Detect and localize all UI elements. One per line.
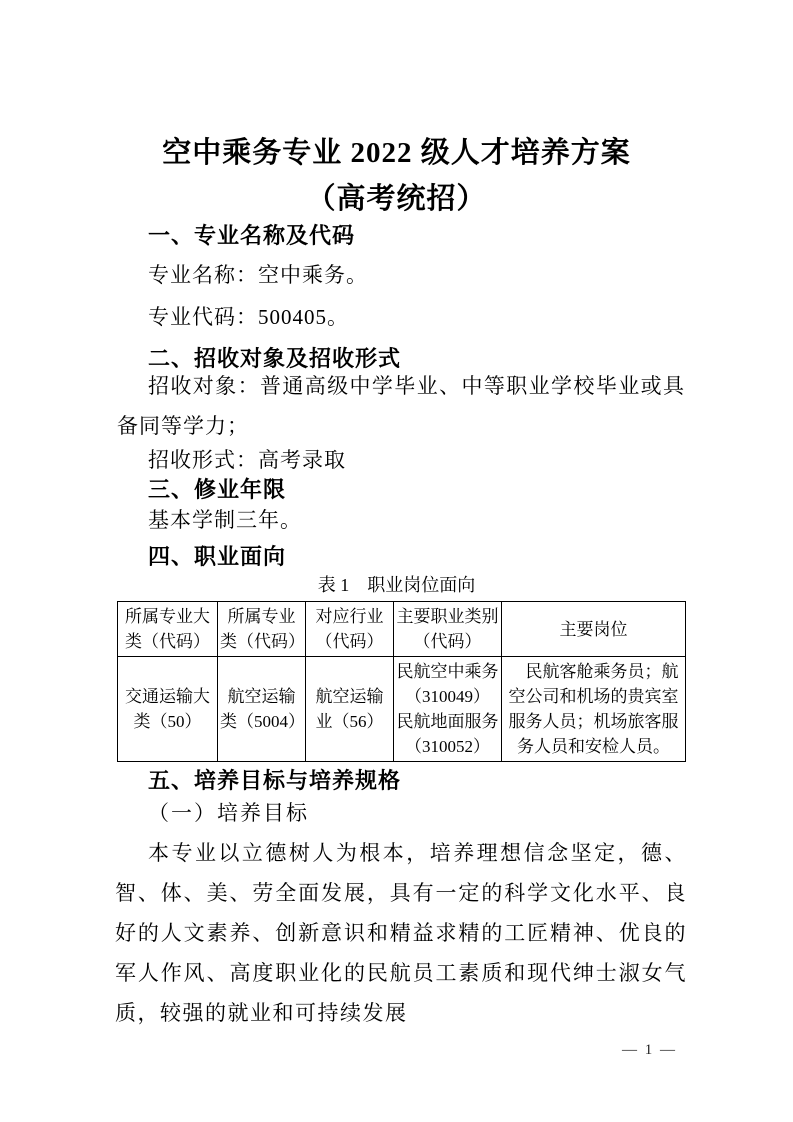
cell-major-category: 交通运输大类（50）	[118, 657, 218, 762]
major-name-line: 专业名称：空中乘务。	[148, 263, 368, 287]
section-heading-1: 一、专业名称及代码	[148, 223, 356, 248]
document-title-line1: 空中乘务专业 2022 级人才培养方案	[162, 137, 631, 169]
col-header-major-category: 所属专业大类（代码）	[118, 602, 218, 657]
sub-heading-training-goal: （一）培养目标	[148, 801, 309, 825]
col-header-positions: 主要岗位	[502, 602, 686, 657]
cell-occupation	[394, 657, 502, 762]
section-heading-5: 五、培养目标与培养规格	[148, 768, 402, 793]
admission-target-paragraph: 招收对象：普通高级中学毕业、中等职业学校毕业或具备同等学力；	[117, 374, 685, 438]
admission-form-line: 招收形式：高考录取	[148, 448, 346, 472]
document-title-line2: （高考统招）	[306, 183, 487, 215]
table-header-row	[118, 602, 686, 657]
cell-major-class: 航空运输类（5004）	[218, 657, 306, 762]
section-heading-2: 二、招收对象及招收形式	[148, 346, 402, 371]
section-heading-3: 三、修业年限	[148, 477, 287, 502]
table-row	[118, 657, 686, 762]
table-caption: 表 1 职业岗位面向	[317, 575, 476, 595]
col-header-occupation: 主要职业类别（代码）	[394, 602, 502, 657]
occupation-line-2: 民航地面服务（310052）	[396, 712, 499, 756]
major-code-line: 专业代码：500405。	[148, 305, 349, 329]
page-number-footer: — 1 —	[622, 1042, 677, 1058]
cell-positions: 民航客舱乘务员；航空公司和机场的贵宾室服务人员；机场旅客服务人员和安检人员。	[502, 657, 686, 762]
col-header-industry: 对应行业（代码）	[306, 602, 394, 657]
document-title	[0, 130, 793, 222]
col-header-major-class: 所属专业类（代码）	[218, 602, 306, 657]
occupation-line-1: 民航空中乘务（310049）	[396, 662, 499, 706]
career-orientation-table	[117, 601, 686, 762]
cell-industry: 航空运输业（56）	[306, 657, 394, 762]
section-heading-4: 四、职业面向	[148, 544, 287, 569]
training-goal-paragraph: 本专业以立德树人为根本，培养理想信念坚定，德、智、体、美、劳全面发展，具有一定的科学文化水平、良好的人文素养、创新意识和精益求精的工匠精神、优良的军人作风、高度职业化的民航员工素质和现代绅士淑女气质，较强的就业和可持续发展	[115, 841, 687, 1025]
study-duration-line: 基本学制三年。	[148, 508, 302, 532]
